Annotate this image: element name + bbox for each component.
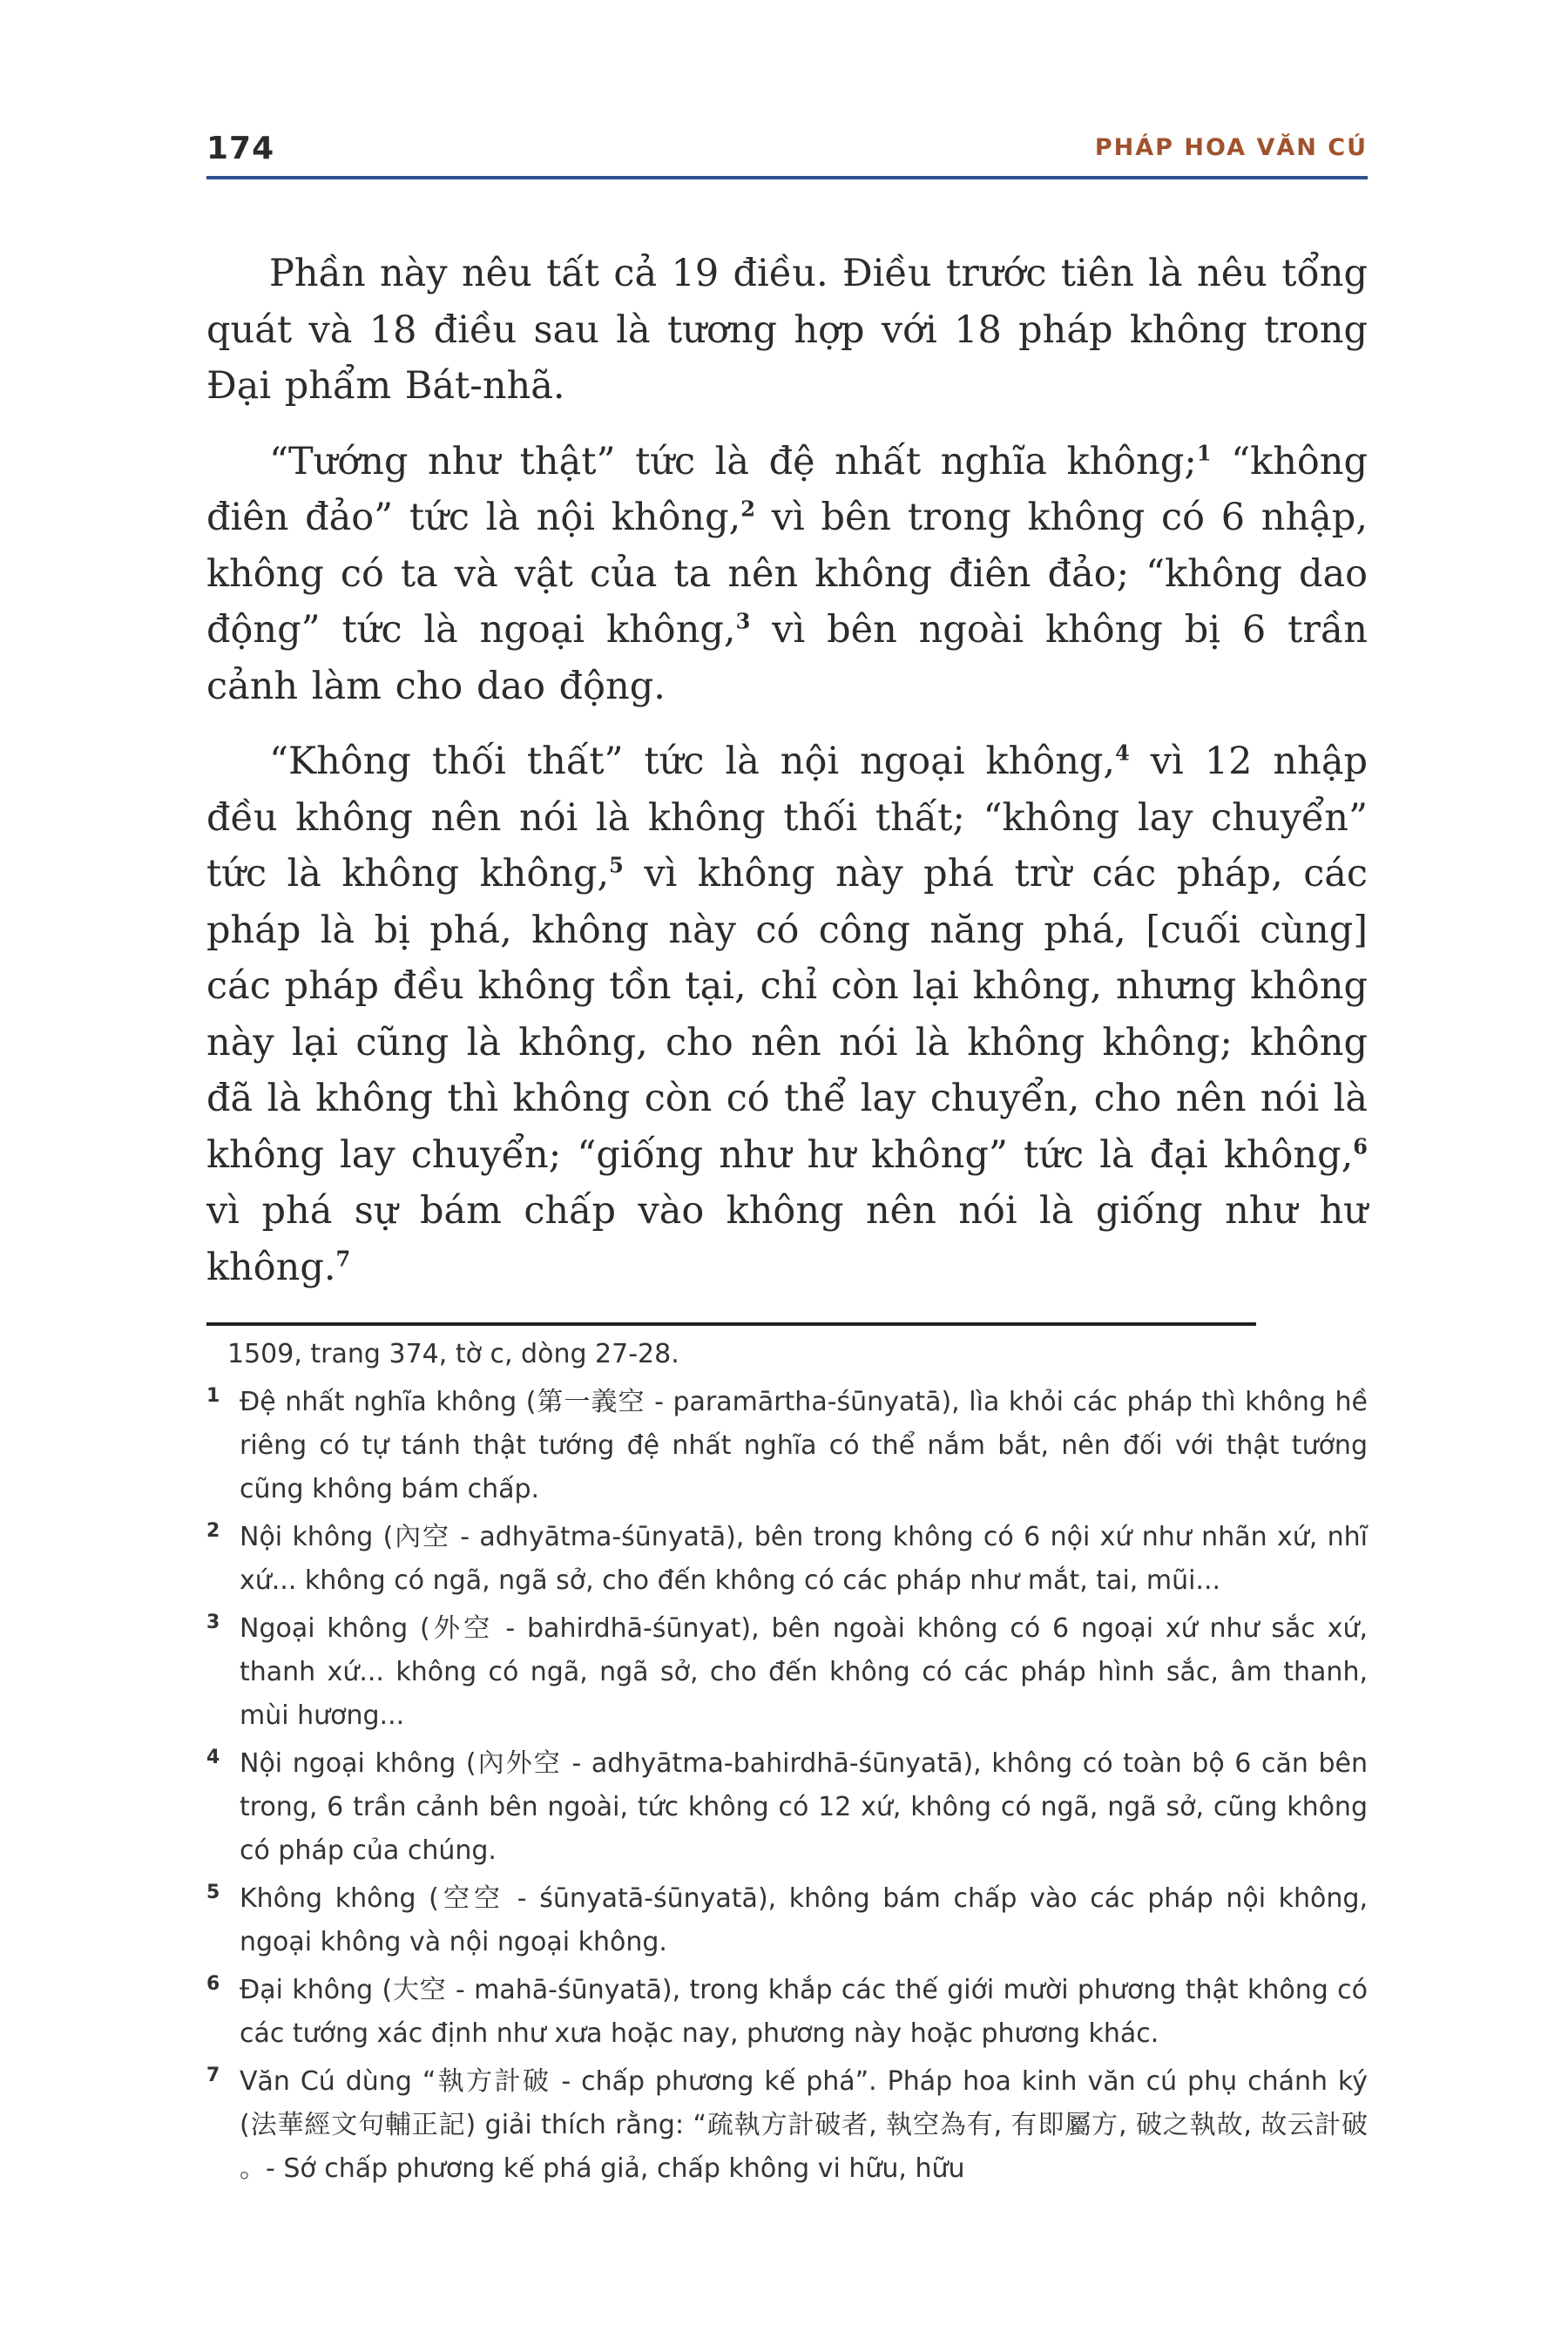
footnote: [206, 1607, 1368, 1738]
footnote: [206, 1381, 1368, 1511]
footnote-ref[interactable]: 7: [335, 1246, 351, 1272]
paragraph-text: vì bên ngoài không bị 6 trần cảnh làm cho dao động.: [206, 608, 1368, 708]
footnote-text: Đại không (大空 - mahā-śūnyatā), trong khắp các thế giới mười phương thật không có các tướng xác định như xưa hoặc nay, phương này hoặc phương khác.: [240, 1975, 1368, 2049]
paragraph-text: Phần này nêu tất cả 19 điều. Điều trước tiên là nêu tổng quát và 18 điều sau là tương hợp với 18 pháp không trong Đại phẩm Bát-nhã.: [206, 252, 1368, 408]
footnote-text: Ngoại không (外空 - bahirdhā-śūnyat), bên ngoài không có 6 ngoại xứ như sắc xứ, thanh xứ... không có ngã, ngã sở, cho đến không có các pháp hình sắc, âm thanh, mùi hương...: [240, 1613, 1368, 1731]
paragraph-text: vì không này phá trừ các pháp, các pháp là bị phá, không này có công năng phá, [cuối cùng] các pháp đều không tồn tại, chỉ còn lại không, nhưng không này lại cũng là không, cho nên nói là không không; không đã là không thì không còn có thể lay chuyển, cho nên nói là không lay chuyển; “giống như hư không” tức là đại không,: [206, 852, 1368, 1177]
footnote-ref[interactable]: 4: [1115, 740, 1130, 766]
footnote-ref[interactable]: 6: [1353, 1133, 1368, 1159]
footnote-continuation: 1509, trang 374, tờ c, dòng 27-28.: [227, 1339, 679, 1369]
footnote-number: 3: [206, 1612, 220, 1633]
footnotes: [206, 1333, 1368, 2195]
footnote-number: 6: [206, 1973, 220, 1995]
footnote-text: Nội không (內空 - adhyātma-śūnyatā), bên trong không có 6 nội xứ như nhãn xứ, nhĩ xứ... không có ngã, ngã sở, cho đến không có các pháp như mắt, tai, mũi...: [240, 1522, 1368, 1596]
footnote-ref[interactable]: 5: [609, 852, 624, 878]
running-title: PHÁP HOA VĂN CÚ: [1094, 134, 1368, 161]
footnote: [206, 1969, 1368, 2056]
page-header: [206, 131, 1368, 174]
footnote: [206, 1877, 1368, 1964]
footnote-text: Không không (空空 - śūnyatā-śūnyatā), không bám chấp vào các pháp nội không, ngoại không và nội ngoại không.: [240, 1883, 1368, 1957]
paragraph-text: vì 12 nhập đều không nên nói là không thối thất; “không lay chuyển” tức là không không,: [206, 740, 1368, 896]
footnote: [206, 1516, 1368, 1603]
paragraph: [206, 733, 1368, 1295]
paragraph: [206, 434, 1368, 715]
footnote-number: 1: [206, 1385, 220, 1407]
footnote: [206, 2060, 1368, 2191]
paragraph-text: “Không thối thất” tức là nội ngoại không,: [269, 740, 1116, 783]
footnote-text: Đệ nhất nghĩa không (第一義空 - paramārtha-śūnyatā), lìa khỏi các pháp thì không hề riêng có tự tánh thật tướng đệ nhất nghĩa có thể nắm bắt, nên đối với thật tướng cũng không bám chấp.: [240, 1387, 1368, 1504]
footnote-number: 4: [206, 1747, 220, 1768]
footnote-text: Nội ngoại không (內外空 - adhyātma-bahirdhā-śūnyatā), không có toàn bộ 6 căn bên trong, 6 trần cảnh bên ngoài, tức không có 12 xứ, không có ngã, ngã sở, cũng không có pháp của chúng.: [240, 1748, 1368, 1866]
header-rule: [206, 176, 1368, 179]
paragraph-text: vì phá sự bám chấp vào không nên nói là giống như hư không.: [206, 1189, 1368, 1289]
paragraph-text: “không điên đảo” tức là nội không,: [206, 439, 1368, 539]
footnote-number: 2: [206, 1520, 220, 1542]
paragraph-text: vì bên trong không có 6 nhập, không có ta và vật của ta nên không điên đảo; “không dao động” tức là ngoại không,: [206, 496, 1368, 652]
footnote-ref[interactable]: 1: [1196, 440, 1212, 466]
footnote: [206, 1742, 1368, 1873]
footnote-ref[interactable]: 2: [740, 496, 755, 522]
footnote-rule: [206, 1322, 1256, 1326]
footnote-ref[interactable]: 3: [735, 608, 751, 634]
paragraph-text: “Tướng như thật” tức là đệ nhất nghĩa không;: [269, 439, 1197, 483]
page-number: 174: [206, 131, 275, 166]
footnote-text: Văn Cú dùng “執方計破 - chấp phương kế phá”. Pháp hoa kinh văn cú phụ chánh ký (法華經文句輔正記) giải thích rằng: “疏執方計破者, 執空為有, 有即屬方, 破之執故, 故云計破 。- Sớ chấp phương kế phá giả, chấp không vi hữu, hữu: [240, 2066, 1368, 2184]
footnote-number: 5: [206, 1882, 220, 1903]
paragraph: [206, 246, 1368, 415]
footnote-number: 7: [206, 2065, 220, 2086]
body-text: [206, 246, 1368, 1315]
